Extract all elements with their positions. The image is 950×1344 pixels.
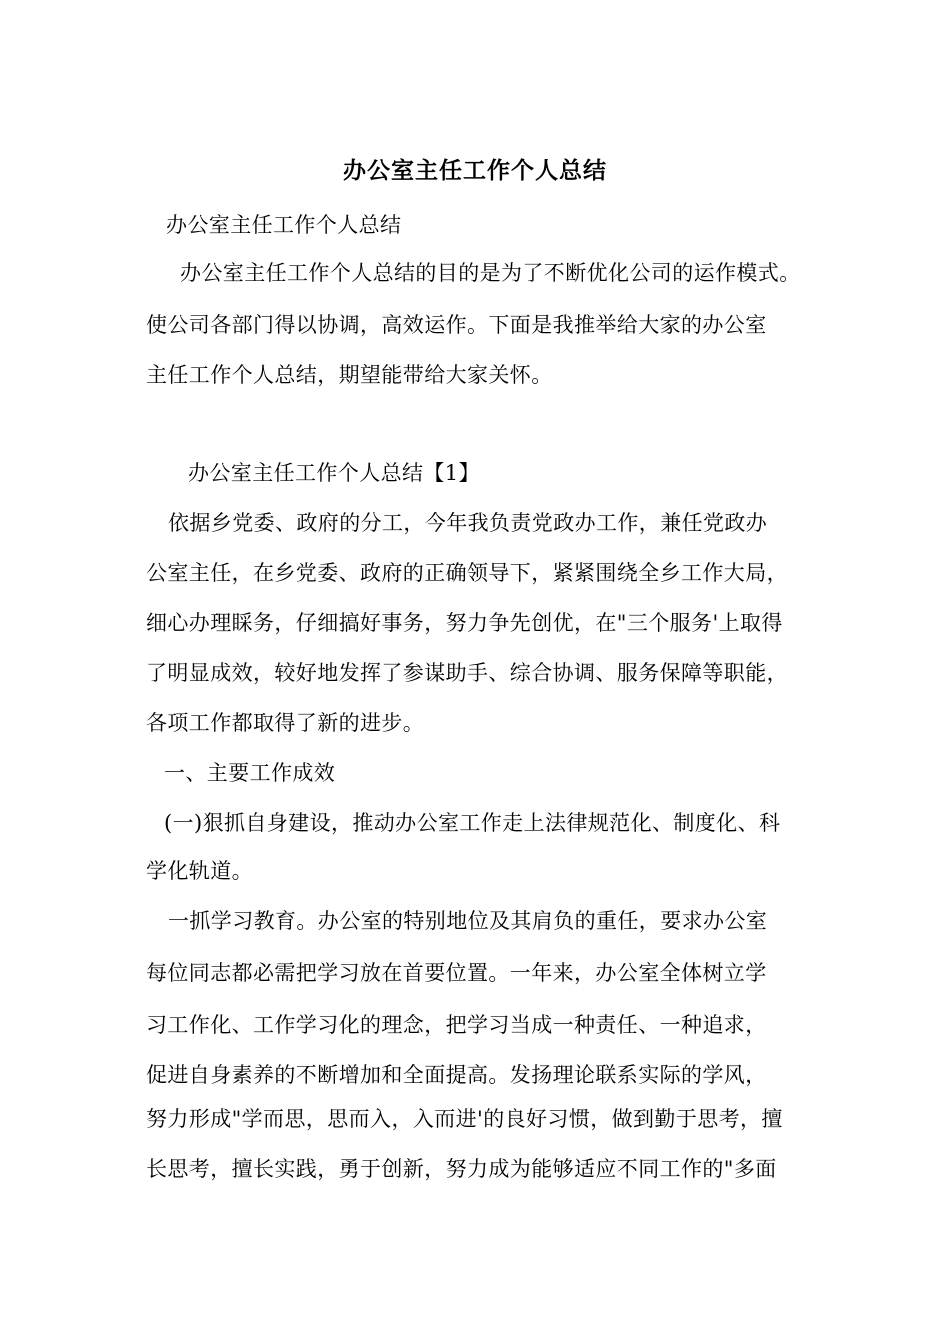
paragraph-line: 办公室主任工作个人总结的目的是为了不断优化公司的运作模式。: [180, 261, 801, 285]
paragraph-line: 促进自身素养的不断增加和全面提高。发扬理论联系实际的学风，: [146, 1063, 767, 1087]
paragraph-line: 努力形成"学而思，思而入，入而进'的良好习惯，做到勤于思考，擅: [146, 1107, 783, 1131]
paragraph-line: 使公司各部门得以协调，高效运作。下面是我推举给大家的办公室: [146, 313, 767, 337]
section-heading: 一、主要工作成效: [164, 761, 336, 785]
paragraph-line: 各项工作都取得了新的进步。: [146, 711, 425, 735]
document-title: 办公室主任工作个人总结: [343, 157, 607, 184]
paragraph-line: (一)狠抓自身建设，推动办公室工作走上法律规范化、制度化、科: [164, 811, 781, 835]
paragraph-line: 一抓学习教育。办公室的特别地位及其肩负的重任，要求办公室: [168, 909, 768, 933]
paragraph-line: 公室主任，在乡党委、政府的正确领导下，紧紧围绕全乡工作大局，: [146, 561, 788, 585]
section-heading: 办公室主任工作个人总结【1】: [188, 461, 480, 485]
paragraph-line: 每位同志都必需把学习放在首要位置。一年来，办公室全体树立学: [146, 961, 767, 985]
paragraph-line: 主任工作个人总结，期望能带给大家关怀。: [146, 363, 553, 387]
subtitle-line: 办公室主任工作个人总结: [166, 213, 402, 237]
paragraph-line: 长思考，擅长实践，勇于创新，努力成为能够适应不同工作的"多面: [146, 1157, 777, 1181]
paragraph-line: 细心办理睬务，仔细搞好事务，努力争先创优，在"三个服务'上取得: [146, 611, 783, 635]
paragraph-line: 习工作化、工作学习化的理念，把学习当成一种责任、一种追求，: [146, 1013, 767, 1037]
paragraph-line: 依据乡党委、政府的分工，今年我负责党政办工作，兼任党政办: [168, 511, 768, 535]
paragraph-line: 学化轨道。: [146, 859, 253, 883]
paragraph-line: 了明显成效，较好地发挥了参谋助手、综合协调、服务保障等职能，: [146, 661, 788, 685]
